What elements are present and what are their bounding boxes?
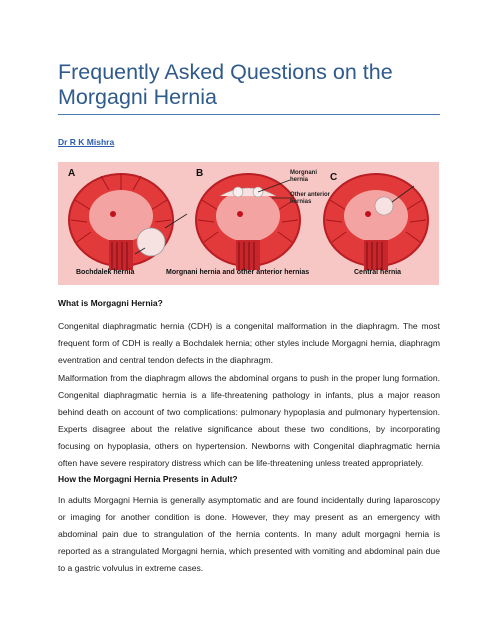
section-heading: How the Morgagni Hernia Presents in Adult? bbox=[58, 474, 238, 484]
diaphragm-illustration bbox=[58, 162, 439, 285]
section-heading: What is Morgagni Hernia? bbox=[58, 298, 163, 308]
caption-morgnani: Morgnani hernia and other anterior hernias bbox=[166, 269, 310, 276]
panel-b-letter: B bbox=[196, 168, 204, 179]
diaphragm-hernia-figure bbox=[58, 162, 439, 285]
panel-a-diaphragm bbox=[69, 174, 187, 270]
caption-central: Central hernia bbox=[354, 269, 402, 276]
panel-c-diaphragm bbox=[324, 174, 428, 270]
panel-c-letter: C bbox=[330, 172, 338, 183]
author-link[interactable]: Dr R K Mishra bbox=[58, 137, 115, 147]
panel-a-letter: A bbox=[68, 168, 76, 179]
page-title: Frequently Asked Questions on the Morgagni Hernia bbox=[58, 60, 393, 109]
title-divider bbox=[58, 114, 440, 115]
paragraph: In adults Morgagni Hernia is generally asymptomatic and are found incidentally during laparoscopy or imaging for another condition is done. However, they may present as an emergency with abdominal pain due to strangulation of the hernia contents. In many adult morgagni hernia is reported as a strangulated Morgagni hernia, which presented with vomiting and abdominal pain due to a gastric volvulus in extreme cases. bbox=[58, 495, 440, 573]
paragraph: Malformation from the diaphragm allows the abdominal organs to push in the proper lung formation. Congenital diaphragmatic hernia is a life-threatening pathology in infants, plus a major reason behind death on account of two complications: pulmonary hypoplasia and pulmonary hypertension. Experts disagree about the relative significance about these two conditions, by incorporating focusing on hypoplasia, others on hypertension. Newborns with Congenital diaphragmatic hernia often have severe respiratory distress which can be life-threatening unless treated appropriately. bbox=[58, 373, 440, 468]
panel-b-diaphragm bbox=[196, 174, 300, 270]
paragraph: Congenital diaphragmatic hernia (CDH) is a congenital malformation in the diaphragm. The most frequent form of CDH is really a Bochdalek hernia; other styles include Morgagni hernia, diaphragm eventration and central tendon defects in the diaphragm. bbox=[58, 321, 440, 365]
caption-bochdalek: Bochdalek hernia bbox=[76, 269, 135, 276]
morgnani-annotation: Morgnani hernia bbox=[290, 170, 317, 183]
other-anterior-annotation: Other anterior hernias bbox=[290, 192, 331, 205]
